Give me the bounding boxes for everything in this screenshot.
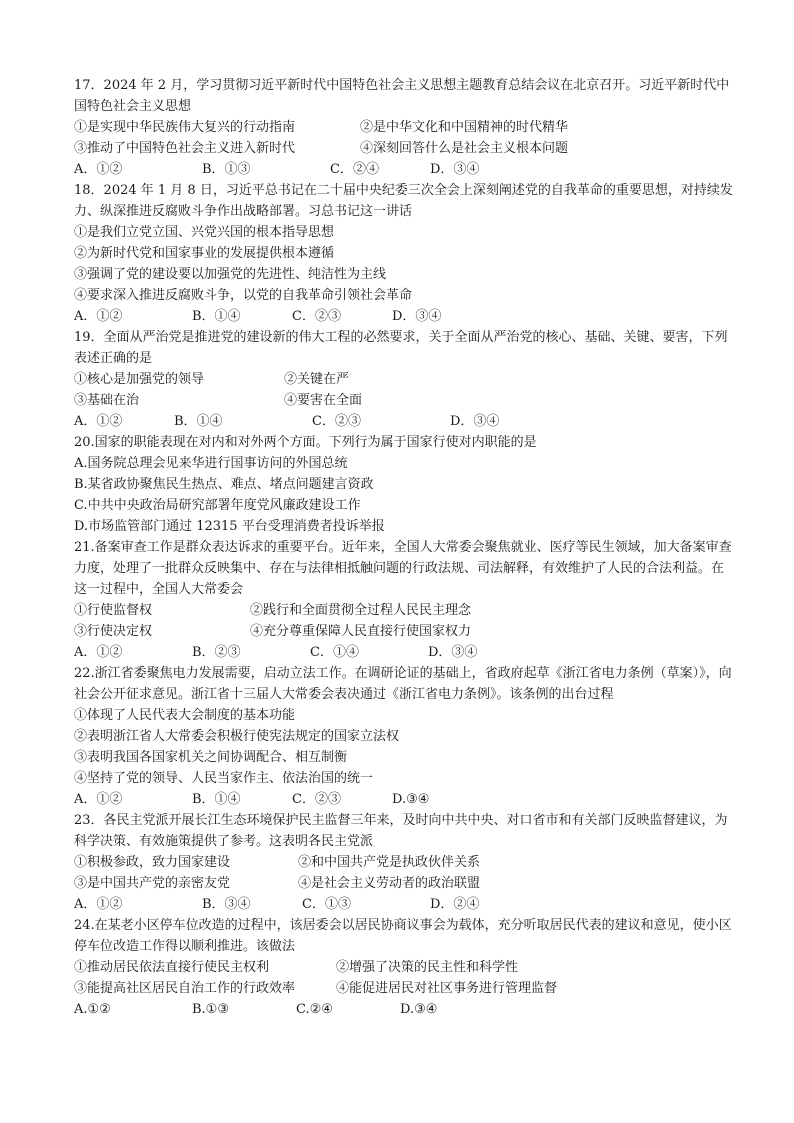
statement-item: ②表明浙江省人大常委会积极行使宪法规定的国家立法权	[74, 729, 400, 744]
question-23	[74, 810, 734, 915]
option-a: A．①②	[74, 162, 123, 177]
option-c: C．②③	[312, 414, 361, 429]
statement-item: ③表明我国各国家机关之间协调配合、相互制衡	[74, 750, 348, 765]
option-d: D．②④	[430, 897, 480, 912]
statement-row	[74, 369, 734, 390]
statement-item: ②是中华文化和中国精神的时代精华	[360, 120, 569, 135]
statement-item: ④坚持了党的领导、人民当家作主、依法治国的统一	[74, 771, 374, 786]
question-stem: 21.备案审查工作是群众表达诉求的重要平台。近年来，全国人大常委会聚焦就业、医疗等民生领域，加大备案审查力度，处理了一批群众反映集中、存在与法律相抵触问题的行政法规、司法解释，有效维护了人民的合法利益。在这一过程中，全国人大常委会	[74, 540, 732, 597]
option-c: C．②④	[330, 162, 379, 177]
option-b: B．①③	[202, 162, 251, 177]
option-c: C．②③	[292, 309, 341, 324]
statement-item: ③是中国共产党的亲密友党	[74, 876, 231, 891]
statement-row	[74, 600, 734, 621]
statement-row	[74, 873, 734, 894]
answer-options	[74, 411, 734, 432]
choice-b: B.某省政协聚焦民生热点、难点、堵点问题建言资政	[74, 477, 374, 492]
statement-item: ④要求深入推进反腐败斗争，以党的自我革命引领社会革命	[74, 288, 413, 303]
statement-row	[74, 978, 734, 999]
question-stem: 19．全面从严治党是推进党的建设新的伟大工程的必然要求，关于全面从严治党的核心、基础、关键、要害，下列表述正确的是	[74, 330, 728, 366]
exam-page	[74, 75, 734, 1020]
question-stem: 20.国家的职能表现在对内和对外两个方面。下列行为属于国家行使对内职能的是	[74, 435, 537, 450]
statement-item: ④是社会主义劳动者的政治联盟	[298, 876, 481, 891]
statement-row	[74, 957, 734, 978]
statement-item: ①积极参政，致力国家建设	[74, 855, 231, 870]
answer-options	[74, 999, 734, 1020]
option-a: A.①②	[74, 1002, 111, 1017]
answer-options	[74, 159, 734, 180]
question-19	[74, 327, 734, 432]
question-stem: 22.浙江省委聚焦电力发展需要，启动立法工作。在调研论证的基础上，省政府起草《浙江省电力条例（草案）》，向社会公开征求意见。浙江省十三届人大常委会表决通过《浙江省电力条例》。该条例的出台过程	[74, 666, 732, 702]
question-stem: 24.在某老小区停车位改造的过程中，该居委会以居民协商议事会为载体，充分听取居民代表的建议和意见，使小区停车位改造工作得以顺利推进。该做法	[74, 918, 732, 954]
choice-c: C.中共中央政治局研究部署年度党风廉政建设工作	[74, 498, 361, 513]
option-d: D．③④	[430, 162, 480, 177]
question-18	[74, 180, 734, 327]
statement-item: ①体现了人民代表大会制度的基本功能	[74, 708, 296, 723]
option-b: B．①④	[192, 792, 241, 807]
statement-item: ①是实现中华民族伟大复兴的行动指南	[74, 120, 296, 135]
option-d: D．③④	[450, 414, 500, 429]
statement-item: ②关键在严	[284, 372, 350, 387]
statement-item: ④充分尊重保障人民直接行使国家权力	[250, 624, 472, 639]
question-24	[74, 915, 734, 1020]
question-22	[74, 663, 734, 810]
statement-item: ③能提高社区居民自治工作的行政效率	[74, 981, 296, 996]
statement-row	[74, 138, 734, 159]
statement-item: ①行使监督权	[74, 603, 153, 618]
statement-item: ①推动居民依法直接行使民主权利	[74, 960, 270, 975]
statement-item: ②增强了决策的民主性和科学性	[336, 960, 519, 975]
choice-d: D.市场监管部门通过 12315 平台受理消费者投诉举报	[74, 519, 385, 534]
statement-item: ④要害在全面	[284, 393, 363, 408]
statement-row	[74, 117, 734, 138]
statement-row	[74, 852, 734, 873]
question-stem: 23．各民主党派开展长江生态环境保护民主监督三年来，及时向中共中央、对口省市和有关部门反映监督建议，为科学决策、有效施策提供了参考。这表明各民主党派	[74, 813, 728, 849]
choice-a: A.国务院总理会见来华进行国事访问的外国总统	[74, 456, 348, 471]
question-stem: 18．2024 年 1 月 8 日，习近平总书记在二十届中央纪委三次全会上深刻阐述党的自我革命的重要思想，对持续发力、纵深推进反腐败斗争作出战略部署。习总书记这一讲话	[74, 183, 733, 219]
option-d: D．③④	[392, 309, 442, 324]
statement-item: ④能促进居民对社区事务进行管理监督	[336, 981, 558, 996]
question-17	[74, 75, 734, 180]
statement-item: ③推动了中国特色社会主义进入新时代	[74, 141, 296, 156]
option-b: B.①③	[192, 1002, 229, 1017]
option-a: A．①②	[74, 414, 123, 429]
option-b: B．①④	[174, 414, 223, 429]
statement-row	[74, 621, 734, 642]
option-a: A．①②	[74, 309, 123, 324]
option-c: C.②④	[296, 1002, 333, 1017]
option-a: A．①②	[74, 792, 123, 807]
option-b: B．①④	[192, 309, 241, 324]
statement-item: ②和中国共产党是执政伙伴关系	[298, 855, 481, 870]
statement-item: ③基础在治	[74, 393, 140, 408]
answer-options	[74, 306, 734, 327]
question-21	[74, 537, 734, 663]
answer-options	[74, 894, 734, 915]
question-20	[74, 432, 734, 537]
option-a: A．①②	[74, 897, 123, 912]
option-c: C．②③	[292, 792, 341, 807]
statement-item: ③行使决定权	[74, 624, 153, 639]
statement-item: ①核心是加强党的领导	[74, 372, 205, 387]
option-b: B．③④	[202, 897, 251, 912]
option-b: B．②③	[192, 645, 241, 660]
statement-item: ④深刻回答什么是社会主义根本问题	[360, 141, 569, 156]
statement-item: ①是我们立党立国、兴党兴国的根本指导思想	[74, 225, 335, 240]
answer-options	[74, 789, 734, 810]
statement-row	[74, 390, 734, 411]
answer-options	[74, 642, 734, 663]
statement-item: ②为新时代党和国家事业的发展提供根本遵循	[74, 246, 335, 261]
question-stem: 17．2024 年 2 月，学习贯彻习近平新时代中国特色社会主义思想主题教育总结会议在北京召开。习近平新时代中国特色社会主义思想	[74, 78, 730, 114]
option-d: D．③④	[428, 645, 478, 660]
option-d: D.③④	[392, 792, 430, 807]
option-d: D.③④	[400, 1002, 438, 1017]
statement-item: ③强调了党的建设要以加强党的先进性、纯洁性为主线	[74, 267, 387, 282]
option-a: A．①②	[74, 645, 123, 660]
statement-item: ②践行和全面贯彻全过程人民民主理念	[250, 603, 472, 618]
option-c: C．①③	[302, 897, 351, 912]
option-c: C．①④	[310, 645, 359, 660]
